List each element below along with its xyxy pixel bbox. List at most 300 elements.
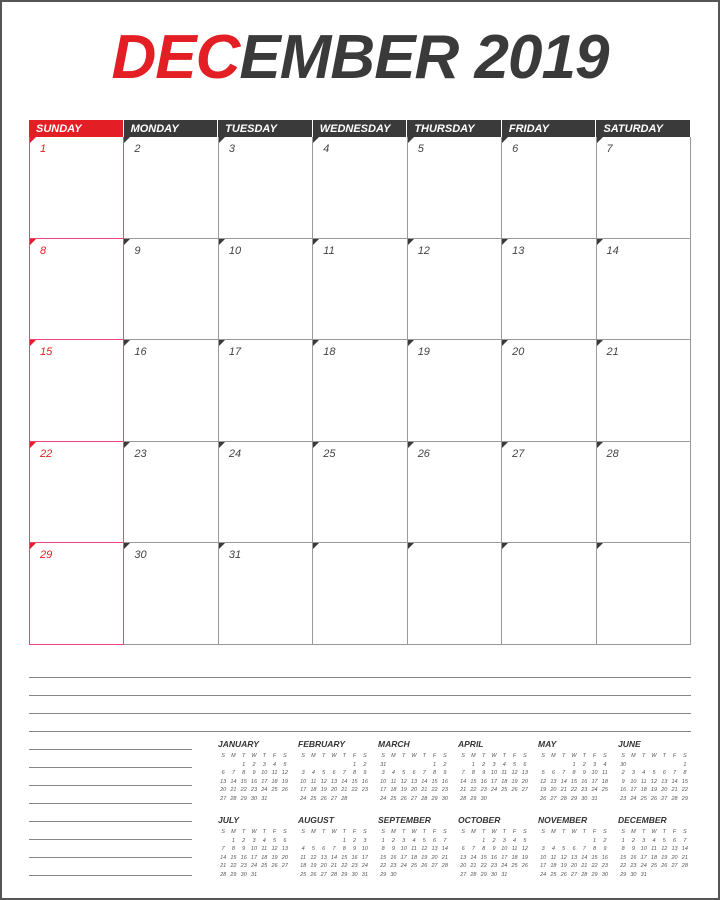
mini-day: 18 [390,787,397,794]
mini-day: 19 [521,854,528,861]
mini-day: 23 [601,863,608,870]
mini-day: 16 [250,778,258,785]
mini-day: 7 [582,846,586,853]
mini-day: 10 [490,770,498,777]
mini-weekday: S [363,829,367,836]
mini-calendar-february [298,739,370,803]
mini-calendar-october [458,815,530,879]
day-cell[interactable]: 1 [29,137,124,239]
mini-day: 9 [353,846,357,853]
mini-day: 5 [541,770,545,777]
day-cell[interactable]: 3 [219,137,313,239]
mini-day [649,871,659,880]
day-cell[interactable]: 8 [29,239,124,341]
mini-day [218,761,228,770]
mini-weekday: S [443,829,447,836]
day-cell[interactable]: 5 [408,137,502,239]
mini-day [538,761,548,770]
mini-day: 29 [380,871,387,878]
mini-day: 21 [460,787,467,794]
day-cell[interactable]: 19 [408,340,502,442]
mini-day: 28 [421,795,428,802]
mini-day: 24 [640,863,647,870]
day-cell[interactable]: 29 [29,543,124,645]
mini-day [329,761,339,770]
day-cell[interactable]: 21 [597,340,691,442]
mini-day: 21 [560,787,567,794]
day-cell[interactable]: 9 [124,239,218,341]
day-cell[interactable]: 16 [124,340,218,442]
mini-day: 9 [492,846,496,853]
mini-day [600,795,610,804]
mini-day: 7 [443,837,447,844]
mini-day: 7 [342,770,346,777]
mini-weekday: M [631,829,636,836]
mini-day: 15 [681,778,688,785]
mini-weekday: M [311,753,316,760]
mini-day: 24 [400,863,407,870]
mini-day: 1 [231,837,235,844]
mini-day: 18 [300,863,307,870]
mini-day: 24 [591,787,598,794]
mini-day: 29 [230,871,237,878]
mini-calendar-july [218,815,290,879]
mini-day: 30 [390,871,397,878]
mini-day [440,871,450,880]
mini-day: 17 [361,854,368,861]
mini-day: 13 [521,770,528,777]
mini-day: 7 [471,846,475,853]
mini-day: 1 [342,837,346,844]
mini-day: 24 [300,795,307,802]
day-cell[interactable]: 20 [502,340,596,442]
notes-line [29,767,192,768]
mini-weekday: T [342,753,346,760]
notes-line [29,677,691,678]
mini-day: 5 [322,770,326,777]
mini-day: 30 [630,871,637,878]
mini-day [520,795,530,804]
mini-day: 12 [421,846,428,853]
mini-weekday: F [272,753,277,760]
mini-month-name: MAY [538,739,557,749]
mini-weekday: S [683,753,687,760]
mini-day: 30 [490,871,498,878]
mini-day: 3 [642,837,646,844]
mini-day: 27 [671,863,678,870]
mini-weekday: S [301,829,305,836]
mini-day: 15 [351,778,358,785]
mini-day: 13 [661,778,668,785]
day-cell[interactable]: 13 [502,239,596,341]
mini-day [308,837,318,846]
mini-day: 12 [271,846,278,853]
mini-day: 18 [410,854,418,861]
mini-day: 6 [283,837,287,844]
mini-weekday: S [541,753,545,760]
notes-line [29,803,192,804]
mini-day: 14 [330,854,338,861]
day-cell[interactable]: 25 [313,442,407,544]
weekday-sunday: SUNDAY [29,120,123,137]
mini-day: 7 [422,770,426,777]
mini-day: 14 [460,778,467,785]
day-cell[interactable]: 18 [313,340,407,442]
mini-day: 16 [581,778,588,785]
mini-day: 21 [581,863,588,870]
mini-day: 29 [591,871,598,878]
mini-day [559,761,569,770]
mini-day: 31 [261,795,268,802]
mini-day: 23 [351,863,358,870]
day-cell[interactable]: 26 [408,442,502,544]
mini-weekday: W [411,753,417,760]
mini-weekday: M [311,829,316,836]
mini-day [339,761,349,770]
mini-day: 11 [550,854,557,861]
mini-day: 10 [361,846,368,853]
mini-day: 25 [271,787,278,794]
mini-day: 19 [560,863,567,870]
mini-day: 8 [231,846,235,853]
mini-day: 31 [640,871,647,878]
mini-day: 14 [220,854,227,861]
mini-day: 11 [511,846,518,853]
mini-day [298,837,308,846]
mini-month-name: NOVEMBER [538,815,588,825]
mini-day: 18 [640,787,647,794]
mini-day: 4 [642,770,646,777]
mini-day [468,837,478,846]
mini-day: 25 [501,787,508,794]
mini-weekday: S [621,753,625,760]
mini-day: 21 [470,863,477,870]
day-cell[interactable] [597,543,691,645]
mini-day: 4 [502,761,506,768]
mini-day: 12 [650,778,658,785]
day-cell[interactable]: 23 [124,442,218,544]
mini-day: 22 [341,863,348,870]
mini-day: 9 [242,846,246,853]
mini-day: 17 [261,778,268,785]
weekday-wednesday: WEDNESDAY [313,120,407,137]
mini-weekday: T [402,753,406,760]
mini-weekday: S [283,753,287,760]
mini-day: 19 [650,787,658,794]
page-title [0,22,720,93]
mini-day: 22 [470,787,477,794]
day-cell[interactable]: 10 [219,239,313,341]
mini-weekday: T [262,829,266,836]
mini-day: 22 [570,787,578,794]
notes-line [29,749,192,750]
mini-weekday: T [502,829,506,836]
mini-day: 26 [560,871,567,878]
mini-day: 8 [621,846,625,853]
notes-line [29,695,691,696]
mini-day: 6 [433,837,437,844]
mini-day: 13 [550,778,557,785]
mini-day: 9 [631,846,635,853]
mini-day: 16 [620,787,627,794]
mini-day: 9 [621,778,625,785]
mini-day: 15 [470,778,477,785]
mini-day [280,795,290,804]
mini-day: 23 [490,863,498,870]
mini-day: 5 [523,837,527,844]
day-cell[interactable] [313,543,407,645]
day-cell[interactable]: 31 [219,543,313,645]
mini-day: 9 [482,770,486,777]
mini-weekday: S [221,829,225,836]
mini-weekday: W [411,829,417,836]
mini-day: 27 [410,795,418,802]
mini-day: 25 [601,787,608,794]
mini-day: 13 [460,854,467,861]
mini-day: 27 [550,795,557,802]
mini-day: 30 [250,795,258,802]
mini-day: 27 [330,795,338,802]
week-row [29,137,691,239]
mini-day: 3 [502,837,506,844]
mini-day [628,761,638,770]
mini-day: 16 [490,854,498,861]
mini-day: 19 [661,854,668,861]
day-cell[interactable]: 6 [502,137,596,239]
mini-day: 2 [492,837,496,844]
mini-weekday: S [523,753,527,760]
day-cell[interactable]: 7 [597,137,691,239]
mini-day [280,871,290,880]
mini-day: 15 [380,854,387,861]
day-cell[interactable]: 17 [219,340,313,442]
mini-day: 6 [662,770,666,777]
mini-day: 25 [640,795,647,802]
mini-day: 28 [560,795,567,802]
mini-day: 14 [671,778,678,785]
mini-month-name: JULY [218,815,240,825]
mini-day: 23 [240,863,247,870]
mini-day: 23 [480,787,487,794]
mini-day: 9 [603,846,607,853]
mini-weekday: F [512,753,517,760]
mini-weekday: M [551,829,556,836]
mini-day: 8 [683,770,687,777]
mini-day [388,761,398,770]
mini-day: 28 [460,795,467,802]
mini-day: 16 [351,854,358,861]
mini-day: 31 [591,795,598,802]
mini-weekday: S [541,829,545,836]
mini-day [399,761,409,770]
mini-day [298,761,308,770]
mini-day: 19 [320,787,327,794]
mini-weekday: S [603,753,607,760]
mini-day: 24 [540,871,547,878]
day-cell[interactable]: 14 [597,239,691,341]
mini-day: 29 [681,795,688,802]
mini-day: 29 [470,795,477,802]
mini-day: 4 [262,837,266,844]
weekday-header [29,120,691,137]
mini-day: 10 [540,854,547,861]
mini-month-name: JUNE [618,739,641,749]
mini-day: 26 [400,795,407,802]
mini-calendar-march [378,739,450,803]
mini-day [559,837,569,846]
mini-day [649,761,659,770]
week-row [29,442,691,544]
week-row [29,543,691,645]
mini-day: 17 [630,787,637,794]
mini-day [319,761,329,770]
mini-day: 22 [230,863,237,870]
mini-weekday: T [422,829,426,836]
mini-day: 8 [593,846,597,853]
mini-weekday: T [342,829,346,836]
mini-day: 24 [261,787,268,794]
mini-weekday: M [471,753,476,760]
mini-day: 1 [433,761,437,768]
mini-weekday: S [461,753,465,760]
mini-day: 24 [501,863,508,870]
notes-line [29,875,192,876]
mini-day: 17 [501,854,508,861]
mini-day: 13 [281,846,288,853]
mini-day: 2 [242,837,246,844]
mini-day: 1 [381,837,385,844]
mini-day: 17 [400,854,407,861]
mini-day: 3 [381,770,385,777]
mini-day: 3 [301,770,305,777]
day-cell[interactable]: 27 [502,442,596,544]
mini-day: 8 [353,770,357,777]
mini-day: 14 [441,846,448,853]
day-cell[interactable]: 4 [313,137,407,239]
mini-weekday: T [482,829,486,836]
mini-day: 21 [220,863,227,870]
notes-line [29,821,192,822]
weekday-friday: FRIDAY [502,120,596,137]
mini-day: 22 [591,863,598,870]
mini-day: 21 [421,787,428,794]
day-cell[interactable]: 11 [313,239,407,341]
mini-day: 4 [391,770,395,777]
mini-day [228,761,238,770]
mini-day: 26 [310,871,317,878]
mini-day: 2 [582,761,586,768]
mini-calendar-november [538,815,610,879]
mini-weekday: S [363,753,367,760]
mini-day: 20 [550,787,557,794]
mini-day: 25 [300,871,307,878]
mini-day: 8 [482,846,486,853]
mini-weekday: F [432,753,437,760]
day-cell[interactable]: 2 [124,137,218,239]
mini-day: 13 [320,854,327,861]
mini-day: 5 [652,770,656,777]
mini-weekday: T [562,753,566,760]
mini-day: 25 [261,863,268,870]
mini-weekday: S [301,753,305,760]
day-cell[interactable]: 22 [29,442,124,544]
mini-day: 11 [261,846,268,853]
mini-day: 11 [601,770,608,777]
mini-calendar-august [298,815,370,879]
mini-day: 19 [400,787,407,794]
mini-day: 4 [273,761,277,768]
mini-weekday: W [571,753,577,760]
mini-day: 8 [381,846,385,853]
mini-day: 6 [551,770,555,777]
mini-day: 11 [390,778,397,785]
mini-day: 20 [320,863,327,870]
mini-day: 10 [380,778,387,785]
mini-day: 4 [603,761,607,768]
mini-day: 28 [341,795,348,802]
mini-day: 13 [410,778,418,785]
mini-day: 23 [581,787,588,794]
day-cell[interactable]: 30 [124,543,218,645]
mini-day: 7 [562,770,566,777]
mini-day: 18 [501,778,508,785]
mini-day: 25 [390,795,397,802]
mini-day: 21 [441,854,448,861]
mini-day: 3 [593,761,597,768]
mini-day: 10 [400,846,407,853]
mini-day: 19 [511,778,518,785]
day-cell[interactable]: 12 [408,239,502,341]
mini-day: 17 [640,854,647,861]
mini-day [409,871,419,880]
day-cell[interactable] [502,543,596,645]
day-cell[interactable] [408,543,502,645]
day-cell[interactable]: 15 [29,340,124,442]
mini-day [308,761,318,770]
mini-day [499,795,509,804]
mini-day: 24 [380,795,387,802]
day-cell[interactable]: 24 [219,442,313,544]
mini-day: 3 [402,837,406,844]
mini-day: 11 [310,778,317,785]
mini-day: 15 [431,778,438,785]
mini-weekday: T [562,829,566,836]
mini-day: 13 [220,778,227,785]
mini-day: 29 [480,871,487,878]
mini-day: 12 [320,778,327,785]
mini-day: 3 [541,846,545,853]
mini-day: 10 [591,770,598,777]
mini-day: 5 [513,761,517,768]
mini-weekday: T [322,753,326,760]
day-cell[interactable]: 28 [597,442,691,544]
mini-day: 1 [242,761,246,768]
mini-weekday: T [642,829,646,836]
weekday-monday: MONDAY [124,120,218,137]
mini-day: 23 [620,795,627,802]
mini-day: 13 [330,778,338,785]
mini-weekday: S [381,829,385,836]
mini-day: 15 [240,778,247,785]
mini-day: 18 [271,778,278,785]
mini-day: 29 [620,871,627,878]
mini-day: 30 [351,871,358,878]
mini-month-name: AUGUST [298,815,334,825]
mini-day: 12 [661,846,668,853]
mini-day: 14 [230,778,237,785]
notes-line [29,839,192,840]
mini-weekday: T [242,829,246,836]
